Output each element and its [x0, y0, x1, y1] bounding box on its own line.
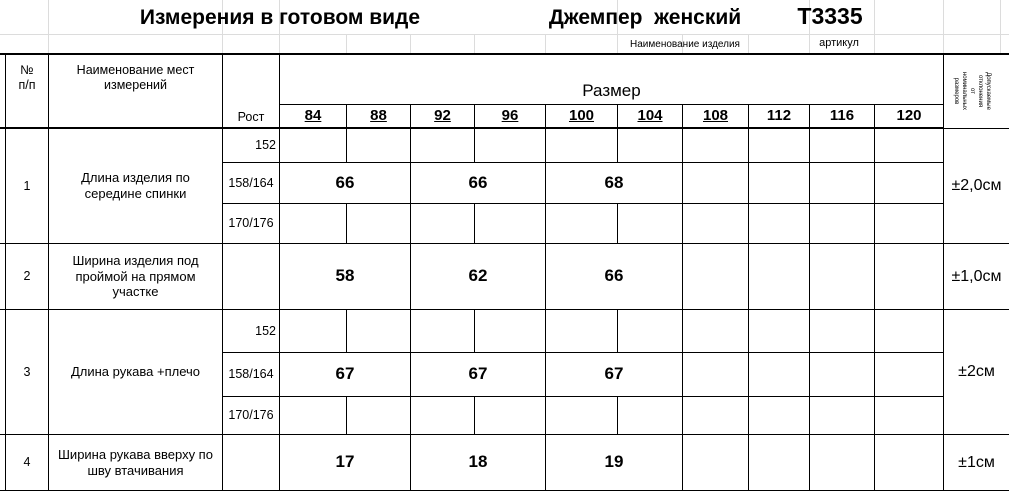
sheet-gridline	[474, 34, 475, 54]
table-border	[279, 104, 944, 105]
sheet-gridline	[545, 34, 546, 54]
height-label: 158/164	[228, 367, 274, 381]
size-label: 96	[501, 107, 519, 124]
tolerance-value: ±1см	[958, 453, 995, 471]
article-number: Т3335	[797, 3, 863, 30]
table-border	[874, 104, 875, 491]
table-border	[809, 104, 810, 491]
tolerance-header-line: отклонения	[977, 74, 983, 108]
column-header-number: № п/п	[18, 63, 36, 92]
size-label: 108	[702, 107, 729, 124]
table-border	[474, 309, 475, 353]
measurement-value: 66	[335, 172, 355, 192]
tolerance-value: ±2см	[958, 363, 995, 381]
measurement-value: 58	[335, 266, 355, 286]
row-number: 1	[23, 178, 31, 193]
table-border	[617, 396, 618, 435]
size-label: 116	[829, 107, 855, 124]
measurement-value: 68	[604, 172, 624, 192]
size-label: 104	[637, 107, 663, 124]
article-caption: артикул	[819, 37, 859, 50]
size-label: 112	[766, 107, 792, 124]
table-border	[682, 104, 683, 491]
height-label: 152	[255, 323, 276, 338]
measurement-value: 67	[468, 364, 488, 384]
tolerance-header-line: размеров	[953, 77, 959, 105]
tolerance-header-line: от	[969, 88, 975, 94]
height-label: 170/176	[228, 216, 274, 230]
table-border	[617, 203, 618, 244]
table-border	[617, 309, 618, 353]
table-border	[474, 203, 475, 244]
table-border	[346, 396, 347, 435]
table-border	[222, 203, 944, 204]
table-border	[346, 309, 347, 353]
size-label: 88	[370, 107, 387, 124]
measurement-value: 19	[604, 452, 624, 472]
tolerance-value: ±2,0см	[951, 177, 1002, 195]
measurement-name: Ширина изделия под проймой на прямом участке	[72, 253, 199, 300]
column-header-height: Рост	[237, 109, 265, 124]
table-border	[474, 396, 475, 435]
tolerance-header-line: номинальных	[961, 71, 967, 111]
height-label: 170/176	[228, 408, 274, 422]
height-label: 152	[255, 138, 276, 152]
size-label: 120	[896, 107, 922, 124]
measurement-value: 67	[335, 364, 355, 384]
measurement-name: Длина изделия по середине спинки	[81, 170, 190, 201]
measurement-value: 62	[468, 266, 488, 286]
height-label: 158/164	[228, 175, 274, 190]
measurement-value: 17	[335, 452, 355, 472]
sheet-gridline	[410, 34, 411, 54]
document-title: Измерения в готовом виде	[139, 6, 421, 30]
size-label: 92	[434, 107, 451, 124]
measurement-value: 66	[604, 266, 624, 286]
table-border	[0, 53, 1009, 55]
measurement-name: Ширина рукава вверху по шву втачивания	[58, 446, 213, 478]
sheet-gridline	[1000, 0, 1001, 54]
size-label: 84	[304, 107, 322, 124]
table-border	[748, 104, 749, 491]
table-border	[222, 396, 944, 397]
sheet-gridline	[346, 34, 347, 54]
row-number: 2	[23, 269, 31, 283]
measurement-name: Длина рукава +плечо	[70, 364, 201, 380]
table-border	[346, 203, 347, 244]
tolerance-value: ±1,0см	[951, 267, 1002, 285]
sheet-gridline	[0, 34, 1009, 35]
sheet-gridline	[48, 0, 49, 54]
row-number: 3	[23, 364, 31, 379]
product-caption: Наименование изделия	[630, 39, 740, 50]
size-label: 100	[568, 107, 595, 124]
measurement-value: 67	[604, 364, 624, 384]
measurement-value: 66	[468, 172, 488, 192]
row-number: 4	[23, 455, 31, 469]
size-header: Размер	[582, 80, 641, 100]
column-header-name: Наименование мест измерений	[76, 63, 195, 92]
measurement-value: 18	[468, 452, 488, 472]
sheet-gridline	[943, 0, 944, 54]
product-name: Джемпер женский	[548, 6, 742, 30]
tolerance-header-line: Допускаемые	[985, 72, 991, 110]
